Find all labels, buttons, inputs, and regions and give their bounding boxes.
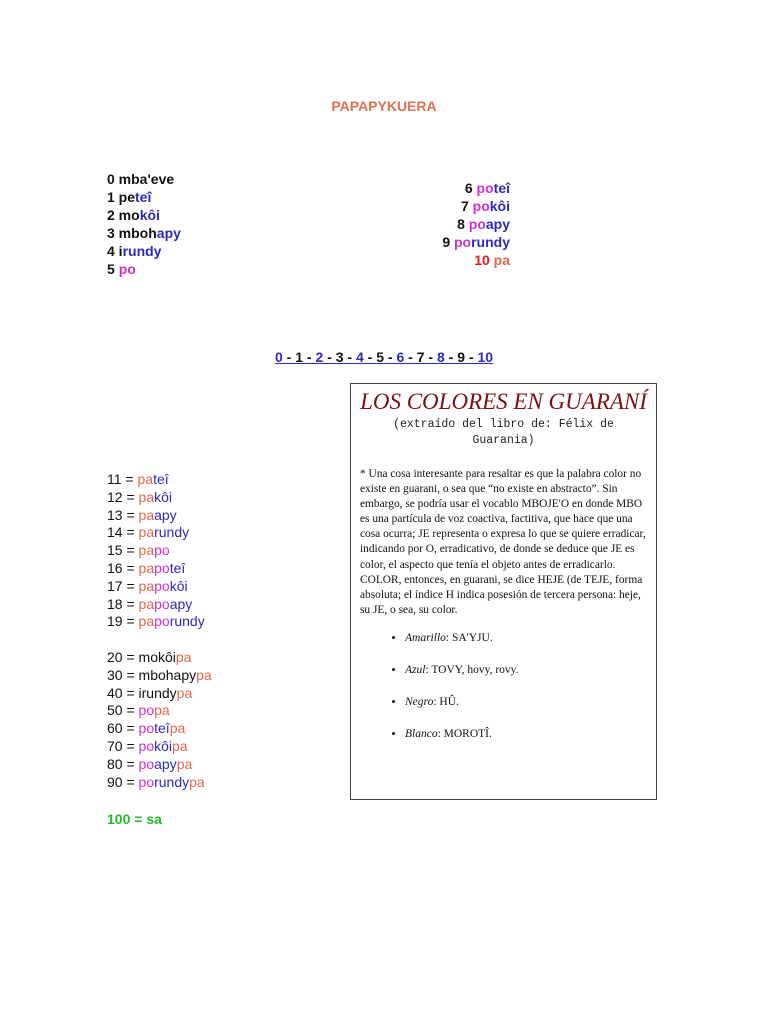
number-line	[107, 720, 212, 738]
number-link[interactable]: 3	[335, 349, 344, 365]
word-segment: 90 =	[107, 773, 139, 790]
word-segment: pa	[196, 666, 212, 683]
color-name: Azul	[405, 663, 426, 676]
number-link[interactable]: 9	[457, 349, 465, 365]
number-line	[107, 170, 181, 188]
color-name: Amarillo	[405, 631, 446, 644]
word-segment: po	[138, 737, 155, 754]
word-segment: po	[138, 720, 155, 737]
word-segment: po	[138, 755, 155, 772]
word-segment: apy	[485, 216, 510, 232]
word-segment: pa	[169, 720, 186, 737]
word-segment: pa	[138, 577, 155, 594]
word-segment: pa	[138, 595, 155, 612]
word-segment: 70 =	[107, 737, 139, 754]
color-item	[405, 632, 656, 644]
number-link[interactable]: -	[363, 349, 377, 365]
number-link[interactable]: -	[465, 349, 478, 365]
sep: :	[433, 695, 440, 708]
number-line	[107, 578, 205, 596]
box-heading: LOS COLORES EN GUARANÍ	[360, 389, 647, 414]
word-segment: 10	[474, 252, 494, 268]
word-segment: apy	[169, 595, 193, 612]
word-segment: po	[454, 234, 472, 250]
word-segment: rundy	[154, 773, 190, 790]
word-segment: po	[154, 542, 170, 559]
number-link[interactable]: 1	[295, 349, 303, 365]
word-segment: pa	[172, 737, 188, 754]
sep: :	[445, 631, 452, 644]
numbers-6-10	[430, 179, 510, 269]
color-value: TOVY, hovy, rovy.	[431, 663, 519, 676]
word-segment: pa	[137, 471, 154, 487]
number-links	[0, 349, 768, 365]
word-segment: apy	[154, 506, 177, 523]
word-segment: 19 =	[107, 613, 139, 630]
number-link[interactable]: -	[282, 349, 296, 365]
word-segment: kôi	[154, 737, 173, 754]
word-segment: 60 =	[107, 720, 139, 737]
number-link[interactable]: 6	[396, 349, 405, 365]
number-line	[107, 685, 212, 703]
number-link[interactable]: -	[323, 349, 336, 365]
color-value: HÛ.	[439, 695, 459, 708]
word-segment: rundy	[122, 243, 162, 259]
word-segment: 17 =	[107, 577, 139, 594]
number-line	[430, 233, 510, 251]
number-line	[107, 738, 212, 756]
number-line	[430, 197, 510, 215]
word-segment: kôi	[154, 488, 173, 505]
word-segment: pa	[138, 542, 155, 559]
number-line	[107, 667, 212, 685]
word-segment: 13 =	[107, 506, 139, 523]
word-segment: teî	[169, 559, 186, 576]
number-link[interactable]: 8	[436, 349, 445, 365]
word-segment: po	[154, 577, 170, 594]
color-name: Negro	[405, 695, 434, 708]
numbers-11-19	[107, 471, 205, 631]
number-line	[107, 702, 212, 720]
box-source: (extraído del libro de: Félix de Guarania)	[393, 418, 614, 447]
word-segment: 30 = mbohapy	[107, 666, 197, 683]
word-segment: po	[468, 216, 486, 232]
numbers-0-5	[107, 170, 181, 278]
number-line	[107, 242, 181, 260]
word-segment: po	[154, 559, 170, 576]
word-segment: po	[472, 198, 490, 214]
word-segment: 7	[460, 198, 473, 214]
word-segment: 40 = irundy	[107, 684, 177, 701]
number-link[interactable]: -	[444, 349, 458, 365]
number-line	[107, 560, 205, 578]
color-value: MOROTÎ.	[443, 727, 492, 740]
word-segment: kôi	[139, 207, 160, 223]
word-segment: pa	[138, 524, 155, 541]
word-segment: 5	[107, 261, 119, 277]
word-segment: po	[476, 180, 494, 196]
word-segment: 15 =	[107, 542, 139, 559]
number-line	[107, 756, 212, 774]
word-segment: rundy	[154, 524, 190, 541]
color-item	[405, 728, 656, 740]
number-100	[107, 810, 162, 828]
word-segment: 11 =	[107, 471, 138, 487]
word-segment: po	[138, 702, 155, 719]
word-segment: pa	[175, 649, 192, 665]
word-segment: pa	[138, 559, 155, 576]
word-segment: 100 = sa	[107, 811, 162, 827]
word-segment: pa	[138, 488, 155, 505]
color-item	[405, 664, 656, 676]
colors-box	[350, 383, 657, 800]
number-link[interactable]: 5	[376, 349, 384, 365]
word-segment: 3 mboh	[107, 225, 157, 241]
number-line	[430, 179, 510, 197]
word-segment: teî	[135, 189, 152, 205]
word-segment: teî	[493, 180, 510, 196]
word-segment: 18 =	[107, 595, 139, 612]
numbers-20-90	[107, 649, 212, 791]
word-segment: po	[154, 613, 170, 630]
number-line	[107, 613, 205, 631]
word-segment: 80 =	[107, 755, 139, 772]
number-line	[107, 542, 205, 560]
color-name: Blanco	[405, 727, 438, 740]
number-line	[107, 524, 205, 542]
number-line	[107, 471, 205, 489]
word-segment: pa	[154, 702, 170, 719]
word-segment: pa	[138, 613, 155, 630]
number-link[interactable]: 4	[355, 349, 364, 365]
number-link[interactable]: -	[303, 349, 316, 365]
number-line	[107, 507, 205, 525]
word-segment: po	[118, 261, 136, 277]
number-line	[107, 188, 181, 206]
number-link[interactable]: -	[343, 349, 356, 365]
number-line	[107, 224, 181, 242]
word-segment: pa	[189, 773, 205, 790]
word-segment: teî	[154, 720, 170, 737]
number-link[interactable]: 10	[477, 349, 494, 365]
number-link[interactable]: 2	[315, 349, 324, 365]
word-segment: 0 mba'eve	[107, 171, 175, 187]
number-link[interactable]: -	[404, 349, 417, 365]
number-line	[430, 215, 510, 233]
color-value: SA'YJU.	[451, 631, 493, 644]
number-line	[107, 774, 212, 792]
word-segment: 8	[457, 216, 469, 232]
word-segment: teî	[153, 471, 169, 487]
color-item	[405, 696, 656, 708]
number-link[interactable]: 7	[416, 349, 425, 365]
number-line	[430, 251, 510, 269]
word-segment: pa	[138, 506, 155, 523]
number-line	[107, 260, 181, 278]
word-segment: apy	[154, 755, 177, 772]
word-segment: rundy	[169, 613, 205, 630]
word-segment: 20 = mokôi	[107, 649, 176, 665]
word-segment: po	[138, 773, 155, 790]
word-segment: 4 i	[107, 243, 123, 259]
word-segment: 14 =	[107, 524, 139, 541]
color-list	[351, 632, 656, 740]
number-line	[107, 489, 205, 507]
word-segment: 50 =	[107, 702, 139, 719]
number-link[interactable]: 0	[274, 349, 283, 365]
number-line	[107, 206, 181, 224]
sep: :	[425, 663, 432, 676]
word-segment: apy	[156, 225, 181, 241]
sep: :	[437, 727, 444, 740]
number-line	[107, 649, 212, 667]
word-segment: 1 pe	[107, 189, 136, 205]
word-segment: 6	[464, 180, 477, 196]
word-segment: 9	[442, 234, 454, 250]
box-body: * Una cosa interesante para resaltar es que la palabra color no existe en guarani, o sea que “no existe en abstracto”. Sin embargo, se podría usar el vocablo MBOJE'O en donde MBO es una partícula de voz coactiva, factitiva, que hace que una cosa ocurra; JE representa o expresa lo que se quiere erradicar, indicando por O, erradicativo, de donde se deduce que JE es color, el aspecto que tenía el objeto antes de erradicarlo. COLOR, entonces, en guarani, se dice HEJE (de TEJE, forma absoluta; el índice H indica posesión de tercera persona: heje, su JE, o sea, su color.	[360, 468, 646, 616]
word-segment: 16 =	[107, 559, 139, 576]
word-segment: 2 mo	[107, 207, 140, 223]
word-segment: kôi	[169, 577, 188, 594]
word-segment: pa	[176, 684, 193, 701]
word-segment: kôi	[489, 198, 510, 214]
number-line	[107, 596, 205, 614]
page-title: PAPAPYKUERA	[331, 98, 437, 114]
number-link[interactable]: -	[384, 349, 397, 365]
number-link[interactable]: -	[424, 349, 437, 365]
word-segment: pa	[176, 755, 193, 772]
word-segment: pa	[493, 252, 510, 268]
word-segment: po	[154, 595, 170, 612]
word-segment: rundy	[471, 234, 510, 250]
word-segment: 12 =	[107, 488, 139, 505]
